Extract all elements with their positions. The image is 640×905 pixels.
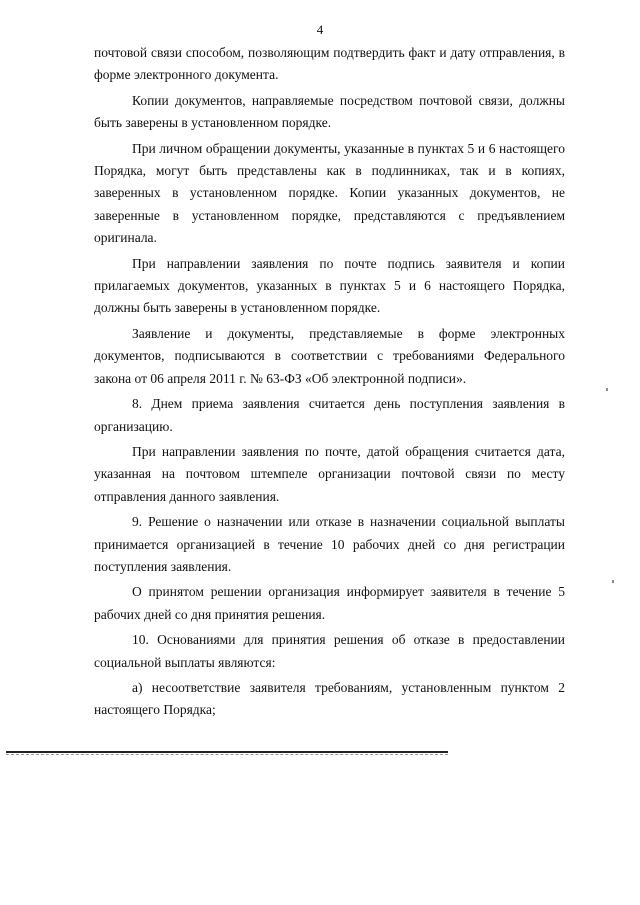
page-number: 4	[316, 22, 324, 37]
paragraph-copies-by-mail: Копии документов, направляемые посредством почтовой связи, должны быть заверены в установленном порядке.	[94, 92, 565, 131]
paragraph-item-9: 9. Решение о назначении или отказе в назначении социальной выплаты принимается организацией в течение 10 рабочих дней со дня регистрации поступления заявления.	[94, 514, 565, 574]
scan-edge-line	[6, 751, 448, 753]
paragraph-item-8: 8. Днем приема заявления считается день поступления заявления в организацию.	[94, 396, 565, 434]
scan-speck	[612, 580, 614, 583]
scan-edge-shadow	[6, 754, 448, 755]
paragraph-personal-submission: При личном обращении документы, указанные в пунктах 5 и 6 настоящего Порядка, могут быть представлены как в подлинниках, так и в копиях, заверенных в установленном порядке. Копии указанных документов, не заверенные в установленном порядке, представляются с предъявлением оригинала.	[94, 140, 565, 246]
paragraph-item-10: 10. Основаниями для принятия решения об отказе в предоставлении социальной выплаты являются:	[94, 632, 565, 670]
paragraph-postmark-date: При направлении заявления по почте, датой обращения считается дата, указанная на почтовом штемпеле организации почтовой связи по месту отправления данного заявления.	[94, 443, 565, 504]
paragraph-continuation: почтовой связи способом, позволяющим подтвердить факт и дату отправления, в форме электронного документа.	[94, 45, 565, 83]
paragraph-decision-notice: О принятом решении организация информирует заявителя в течение 5 рабочих дней со дня принятия решения.	[94, 584, 565, 622]
document-body	[94, 42, 565, 725]
paragraph-mail-signature: При направлении заявления по почте подпись заявителя и копии прилагаемых документов, указанных в пунктах 5 и 6 настоящего Порядка, должны быть заверены в установленном порядке.	[94, 255, 565, 316]
paragraph-item-10a: а) несоответствие заявителя требованиям, установленным пунктом 2 настоящего Порядка;	[94, 679, 565, 718]
scan-speck	[606, 388, 608, 391]
paragraph-electronic-documents: Заявление и документы, представляемые в форме электронных документов, подписываются в соответствии с требованиями Федерального закона от 06 апреля 2011 г. № 63-ФЗ «Об электронной подписи».	[94, 325, 565, 386]
